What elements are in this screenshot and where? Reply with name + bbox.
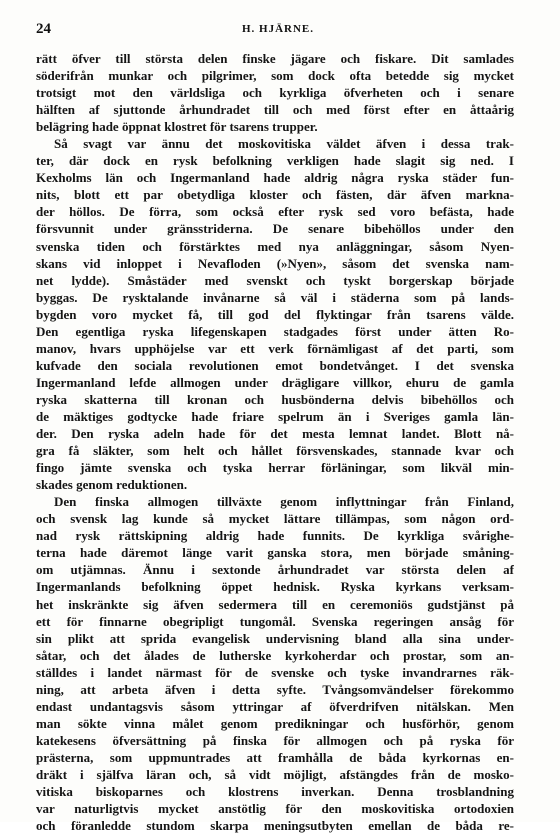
text-line: manov, hvars upphöjelse var ett verk förnämligast af det parti, som	[36, 340, 514, 356]
page-number: 24	[36, 21, 51, 37]
text-line: prästerna, som uppmuntrades att framhålla de båda kyrkornas en-	[36, 749, 514, 765]
text-line: och föranledde stundom skarpa meningsutbyten emellan de båda re-	[36, 818, 514, 834]
text-line: skans vid inloppet i Nevafloden (»Nyen», såsom det svenska nam-	[36, 255, 514, 271]
text-line: nits, blott ett par obetydliga kloster och fästen, där äfven markna-	[36, 187, 514, 203]
text-line: bygden voro mycket få, till god del flyktingar från tsarens välde.	[36, 306, 514, 322]
text-line: och svensk lag kunde så mycket lättare tillämpas, som någon ord-	[36, 511, 514, 527]
text-line: terna hade däremot länge varit ganska stora, men började småning-	[36, 545, 514, 561]
text-line: rätt öfver till största delen finske jägare och fiskare. Dit samlades	[36, 51, 514, 66]
text-line: der höllos. De förra, som också efter rysk sed voro befästa, hade	[36, 204, 514, 220]
text-line: ning, att arbeta äfven i detta syfte. Tvångsomvändelser förekommo	[36, 681, 514, 697]
page-header	[36, 21, 520, 39]
text-line: net lydde). Småstäder med svenskt och tyskt borgerskap började	[36, 272, 514, 288]
text-line: ett för finnarne obegripligt tungomål. Svenska regeringen ansåg för	[36, 613, 514, 629]
text-line: belägring hade öppnat klostret för tsarens trupper.	[36, 119, 318, 135]
text-line: var naturligtvis mycket anstötlig för den moskovitiska ortodoxien	[36, 801, 514, 817]
text-line: Ingermanlands befolkning öppet hednisk. Ryska kyrkans verksam-	[36, 579, 514, 595]
text-line: sin plikt att sprida evangelisk undervisning bland alla sina under-	[36, 630, 514, 646]
text-line: ställdes i landet närmast för de svenske och tyske invandrarnes räk-	[36, 664, 514, 680]
text-line: der. Den ryska adeln hade för det mesta lemnat landet. Blott nå-	[36, 426, 514, 442]
text-line: hälften af sjuttonde århundradet till och med först efter en åttaårig	[36, 102, 514, 118]
body-text	[36, 50, 514, 834]
text-line: Kexholms län och Ingermanland hade aldrig några ryska städer fun-	[36, 170, 514, 186]
running-head: H. HJÄRNE.	[241, 23, 315, 35]
text-line: ryska skatterna till kronan och husbönderna delvis bibehöllos och	[36, 391, 514, 407]
text-line: trotsigt mot den världsliga och kyrkliga öfverheten och i senare	[36, 85, 514, 101]
text-line: vitiska biskoparnes och klostrens inverkan. Denna trosblandning	[36, 784, 514, 800]
text-line: Så svagt var ännu det moskovitiska väldet äfven i dessa trak-	[54, 136, 514, 152]
text-line: ter, där dock en rysk befolkning verkligen hade slagit sig ned. I	[36, 153, 514, 169]
text-line: gra få släkter, som helt och hållet försvenskades, stannade kvar och	[36, 443, 514, 459]
text-line: katekesens öfversättning på finska för allmogen och på ryska för	[36, 732, 514, 748]
text-line: Den finska allmogen tillväxte genom inflyttningar från Finland,	[54, 494, 514, 510]
text-line: de mäktiges godtycke hade friare spelrum än i Sveriges gamla län-	[36, 408, 514, 424]
text-line: man sökte vinna målet genom predikningar och husförhör, genom	[36, 715, 514, 731]
text-line: söderifrån munkar och pilgrimer, som dock ofta betedde sig mycket	[36, 68, 514, 84]
text-line: skades genom reduktionen.	[36, 477, 188, 493]
text-line: försvunnit under gränsstriderna. De senare bibehöllos under den	[36, 221, 514, 237]
text-line: kufvade den sociala revolutionen emot bondetvånget. I det svenska	[36, 357, 514, 373]
text-line: endast undantagsvis såsom yttringar af öfverdrifven nitälskan. Men	[36, 698, 514, 714]
text-line: såtar, och det ålades de lutherske kyrkoherdar och prostar, som an-	[36, 647, 514, 663]
text-line: fingo jämte svenska och tyska herrar förläningar, som likväl min-	[36, 460, 514, 476]
text-line: nad rysk rättskipning aldrig hade funnits. De kyrkliga svårighe-	[36, 528, 514, 544]
text-line: het inskränkte sig äfven sedermera till en ceremoniös gudstjänst på	[36, 596, 514, 612]
text-line: svenska tiden och förstärktes med nya anläggningar, såsom Nyen-	[36, 238, 514, 254]
text-line: om utjämnas. Ännu i sextonde århundradet var största delen af	[36, 562, 514, 578]
text-line: byggas. De rysktalande invånarne så väl i städerna som på lands-	[36, 289, 514, 305]
text-line: Ingermanland lefde allmogen under drägligare villkor, ehuru de gamla	[36, 374, 514, 390]
text-line: dräkt i själfva läran och, så vidt möjligt, afstängdes från de mosko-	[36, 766, 514, 782]
text-line: Den egentliga ryska lifegenskapen stadgades först under ätten Ro-	[36, 323, 514, 339]
